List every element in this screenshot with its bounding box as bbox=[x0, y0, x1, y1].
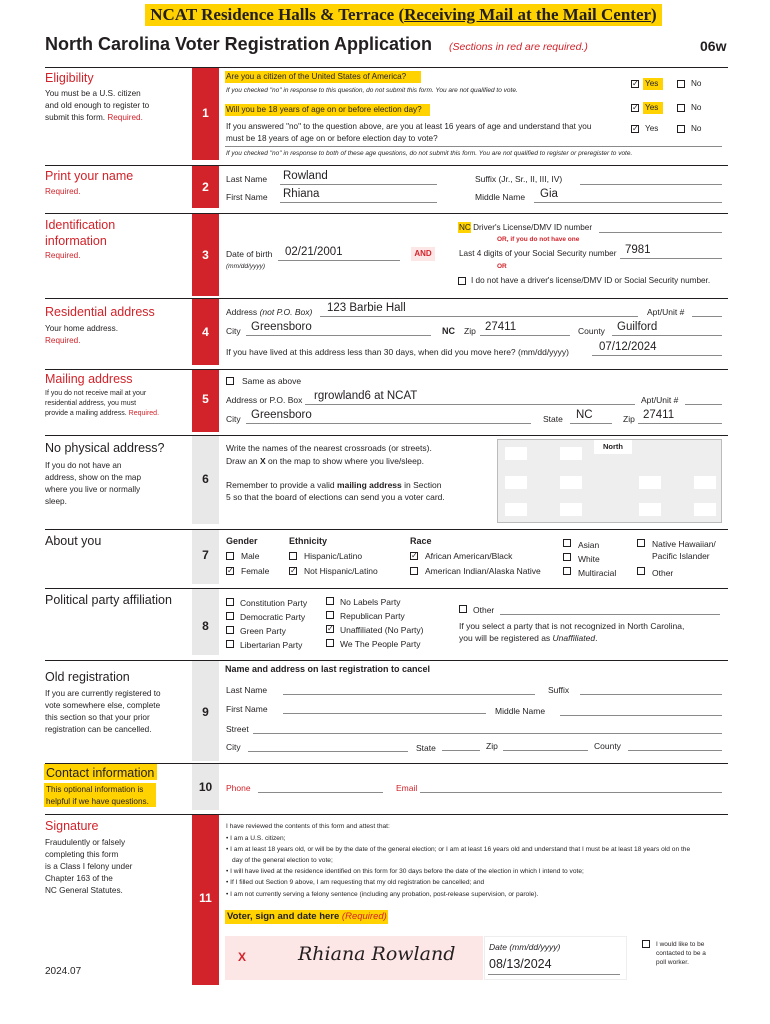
dl-prefix: NC bbox=[459, 223, 471, 232]
desc-line: Your home address. bbox=[45, 324, 118, 333]
white-label: White bbox=[578, 554, 600, 564]
field-line bbox=[638, 423, 722, 424]
map-block bbox=[505, 447, 527, 460]
section-heading: Political party affiliation bbox=[45, 593, 172, 607]
field-line bbox=[480, 335, 570, 336]
attest-text: I am a U.S. citizen; bbox=[230, 835, 286, 842]
desc-line: helpful if we have questions. bbox=[46, 797, 149, 806]
moved-value[interactable]: 07/12/2024 bbox=[599, 341, 657, 353]
female-label: Female bbox=[241, 566, 270, 576]
attest-text: I will have lived at the residence identified on this form for 30 days before the date of the election in which I intend to vote; bbox=[230, 868, 584, 875]
signature-x-mark: X bbox=[238, 950, 247, 964]
section-number-bar bbox=[192, 68, 219, 160]
nolabels-label: No Labels Party bbox=[340, 597, 401, 607]
poll-worker-checkbox[interactable] bbox=[642, 940, 650, 948]
attest-text: I am not currently serving a felony sentence (including any probation, post-release supervision, or parole). bbox=[230, 891, 539, 898]
gender-heading: Gender bbox=[226, 536, 258, 546]
section-number: 5 bbox=[202, 392, 209, 406]
address-label bbox=[226, 307, 312, 317]
apt-label: Apt/Unit # bbox=[647, 307, 685, 317]
x-mark-text: X bbox=[260, 456, 266, 466]
city-label: City bbox=[226, 326, 241, 336]
date-value[interactable]: 08/13/2024 bbox=[489, 957, 552, 971]
mailing-reminder bbox=[226, 480, 441, 490]
attest-item: • If I filled out Section 9 above, I am requesting that my old registration be cancelled; and bbox=[226, 879, 485, 886]
page-title: North Carolina Voter Registration Application bbox=[45, 34, 433, 54]
field-line bbox=[628, 750, 722, 751]
prereg-yes-checkbox[interactable]: ✓ bbox=[632, 124, 639, 133]
crossroads-instruction: Write the names of the nearest crossroads (or streets). bbox=[226, 443, 432, 453]
attest-text: I am at least 18 years old, or will be by the date of the general election; or I am at least 16 years old and understand that I must be at least 18 years old on the bbox=[230, 846, 691, 853]
desc-line: registration can be cancelled. bbox=[45, 725, 152, 734]
old-middle-label: Middle Name bbox=[495, 706, 546, 716]
address-label-text: Address bbox=[226, 307, 258, 317]
field-line bbox=[248, 751, 408, 752]
no-id-checkbox[interactable] bbox=[458, 277, 466, 285]
heading-line: Identification bbox=[45, 218, 116, 232]
old-zip-label: Zip bbox=[486, 741, 498, 751]
age-note: If you checked "no" in response to both of these age questions, do not submit this form. You are not qualified to register or preregister to vote. bbox=[226, 150, 633, 157]
required-label: Required. bbox=[45, 251, 81, 260]
section-heading bbox=[45, 217, 115, 249]
location-map[interactable] bbox=[497, 439, 722, 523]
party-note: If you select a party that is not recognized in North Carolina, bbox=[459, 621, 685, 631]
wethepeople-checkbox[interactable] bbox=[326, 639, 334, 647]
desc-line: completing this form bbox=[45, 850, 119, 859]
italic-text: Unaffiliated bbox=[552, 633, 596, 643]
middle-name-label: Middle Name bbox=[475, 192, 526, 202]
desc-line: vote somewhere else, complete bbox=[45, 701, 161, 710]
section-number-bar bbox=[192, 299, 219, 365]
republican-checkbox[interactable] bbox=[326, 611, 334, 619]
sign-label-text: Voter, sign and date here bbox=[227, 911, 340, 922]
prereg-no-label: No bbox=[691, 124, 702, 133]
divider bbox=[45, 369, 728, 370]
section-heading: Mailing address bbox=[45, 372, 133, 386]
section-number: 1 bbox=[202, 106, 209, 120]
field-line bbox=[503, 750, 588, 751]
attest-item: • I am a U.S. citizen; bbox=[226, 835, 286, 842]
field-line bbox=[253, 733, 722, 734]
age-no-checkbox[interactable] bbox=[677, 104, 685, 112]
map-block bbox=[560, 447, 582, 460]
male-checkbox[interactable] bbox=[226, 552, 234, 560]
county-value[interactable]: Guilford bbox=[617, 321, 658, 333]
text: Remember to provide a valid bbox=[226, 480, 338, 490]
divider bbox=[45, 165, 728, 166]
attest-item: • I am not currently serving a felony sentence (including any probation, post-release supervision, or parole). bbox=[226, 891, 539, 898]
text: on the map to show where you live/sleep. bbox=[265, 456, 424, 466]
poll-line: poll worker. bbox=[656, 959, 689, 966]
mail-state-label: State bbox=[543, 414, 563, 424]
field-line bbox=[612, 335, 722, 336]
field-line bbox=[246, 423, 531, 424]
section-description bbox=[45, 460, 141, 508]
ssn-label: Last 4 digits of your Social Security number bbox=[459, 249, 617, 258]
multiracial-checkbox[interactable] bbox=[563, 567, 571, 575]
ethnicity-heading: Ethnicity bbox=[289, 536, 328, 546]
divider bbox=[45, 67, 728, 68]
dl-label bbox=[459, 223, 592, 232]
hispanic-label: Hispanic/Latino bbox=[304, 551, 363, 561]
poll-line: contacted to be a bbox=[656, 950, 706, 957]
same-as-above-label: Same as above bbox=[242, 376, 302, 386]
old-first-label: First Name bbox=[226, 704, 268, 714]
mail-address-label: Address or P.O. Box bbox=[226, 395, 303, 405]
section-number: 9 bbox=[202, 705, 209, 719]
and-badge: AND bbox=[411, 247, 435, 261]
section-heading: Old registration bbox=[45, 670, 130, 684]
other-party-label: Other bbox=[473, 605, 495, 615]
party-note-2 bbox=[459, 633, 597, 643]
section-heading: Signature bbox=[45, 819, 99, 833]
multiracial-label: Multiracial bbox=[578, 568, 617, 578]
or-note: OR, if you do not have one bbox=[497, 236, 580, 243]
address-note: (not P.O. Box) bbox=[259, 307, 313, 317]
field-line bbox=[488, 974, 620, 975]
old-street-label: Street bbox=[226, 724, 249, 734]
section-description bbox=[45, 389, 159, 419]
required-label: Required. bbox=[128, 410, 160, 417]
text: . bbox=[595, 633, 598, 643]
poll-worker-label bbox=[656, 940, 706, 967]
field-line bbox=[580, 694, 722, 695]
phone-field[interactable] bbox=[258, 792, 383, 793]
divider bbox=[45, 588, 728, 589]
desc-line: If you are currently registered to bbox=[45, 689, 161, 698]
desc-line: residential address, you must bbox=[45, 400, 137, 407]
no-id-label: I do not have a driver's license/DMV ID or Social Security number. bbox=[471, 276, 711, 285]
map-block bbox=[560, 503, 582, 516]
green-checkbox[interactable] bbox=[226, 626, 234, 634]
zip-label: Zip bbox=[464, 326, 476, 336]
field-line bbox=[442, 750, 480, 751]
suffix-label: Suffix (Jr., Sr., II, III, IV) bbox=[475, 174, 563, 184]
phone-label: Phone bbox=[226, 783, 251, 793]
field-line bbox=[283, 713, 486, 714]
section-description bbox=[45, 88, 149, 124]
aian-label: American Indian/Alaska Native bbox=[425, 566, 541, 576]
citizen-yes-checkbox[interactable]: ✓ bbox=[632, 79, 639, 88]
asian-label: Asian bbox=[578, 540, 600, 550]
citizen-no-checkbox[interactable] bbox=[677, 80, 685, 88]
field-line bbox=[620, 258, 722, 259]
mail-apt-label: Apt/Unit # bbox=[641, 395, 679, 405]
not-hispanic-label: Not Hispanic/Latino bbox=[304, 566, 378, 576]
email-field[interactable] bbox=[420, 792, 722, 793]
text: in Section bbox=[401, 480, 442, 490]
nhpi-checkbox[interactable] bbox=[637, 539, 645, 547]
map-block bbox=[505, 503, 527, 516]
asian-checkbox[interactable] bbox=[563, 539, 571, 547]
section-number-bar bbox=[192, 530, 219, 584]
mail-zip-value[interactable]: 27411 bbox=[643, 409, 675, 421]
desc-line: Chapter 163 of the bbox=[45, 874, 113, 883]
democratic-checkbox[interactable] bbox=[226, 612, 234, 620]
section-number: 3 bbox=[202, 248, 209, 262]
other-race-label: Other bbox=[652, 568, 674, 578]
form-code: 06w bbox=[700, 38, 727, 54]
dob-format: (mm/dd/yyyy) bbox=[226, 263, 265, 270]
field-line bbox=[692, 316, 722, 317]
divider bbox=[45, 435, 728, 436]
mailing-reminder-2: 5 so that the board of elections can send you a voter card. bbox=[226, 492, 445, 502]
black-label: African American/Black bbox=[425, 551, 513, 561]
banner-prefix: NCAT Residence Halls & Terrace ( bbox=[150, 5, 405, 24]
section-heading: Print your name bbox=[45, 169, 134, 183]
middle-name-value[interactable]: Gia bbox=[540, 188, 558, 200]
section-description bbox=[46, 784, 149, 808]
section-number: 4 bbox=[202, 325, 209, 339]
citizen-yes-label: Yes bbox=[645, 79, 659, 88]
female-checkbox[interactable]: ✓ bbox=[227, 566, 234, 575]
unaffiliated-label: Unaffiliated (No Party) bbox=[340, 625, 424, 635]
field-line bbox=[685, 404, 722, 405]
map-block bbox=[560, 476, 582, 489]
desc-line: address, show on the map bbox=[45, 473, 142, 482]
section-number-bar bbox=[192, 815, 219, 985]
section-number-bar bbox=[192, 589, 219, 655]
attest-intro: I have reviewed the contents of this form and attest that: bbox=[226, 823, 390, 830]
mail-city-value[interactable]: Greensboro bbox=[251, 409, 312, 421]
same-as-above-checkbox[interactable] bbox=[226, 377, 234, 385]
citizen-note: If you checked "no" in response to this question, do not submit this form. You are not qualified to vote. bbox=[226, 87, 518, 94]
county-label: County bbox=[578, 326, 605, 336]
field-line bbox=[592, 355, 722, 356]
banner-suffix: ) bbox=[651, 5, 657, 24]
address-value[interactable]: 123 Barbie Hall bbox=[327, 302, 406, 314]
section-number-bar bbox=[192, 661, 219, 761]
not-hispanic-checkbox[interactable]: ✓ bbox=[290, 566, 297, 575]
mail-state-value[interactable]: NC bbox=[576, 409, 593, 421]
field-line bbox=[305, 404, 635, 405]
desc-line: this section so that your prior bbox=[45, 713, 150, 722]
section-description bbox=[45, 323, 118, 347]
poll-line: I would like to be bbox=[656, 941, 705, 948]
first-name-label: First Name bbox=[226, 192, 268, 202]
section-description bbox=[45, 837, 132, 897]
desc-line: You must be a U.S. citizen bbox=[45, 89, 141, 98]
field-line bbox=[580, 184, 722, 185]
section-number: 6 bbox=[202, 472, 209, 486]
dob-value[interactable]: 02/21/2001 bbox=[285, 246, 343, 258]
bold-text: mailing address bbox=[337, 480, 402, 490]
attest-item: • I am at least 18 years old, or will be by the date of the general election; or I am at least 16 years old and understand that I must be at least 18 years old on the bbox=[226, 846, 691, 853]
age-yes-checkbox[interactable]: ✓ bbox=[632, 103, 639, 112]
last-name-label: Last Name bbox=[226, 174, 268, 184]
field-line bbox=[246, 335, 431, 336]
old-last-label: Last Name bbox=[226, 685, 268, 695]
white-checkbox[interactable] bbox=[563, 553, 571, 561]
section-description bbox=[45, 688, 161, 736]
desc-line: provide a mailing address. bbox=[45, 410, 127, 417]
desc-line: sleep. bbox=[45, 497, 67, 506]
section-number-bar bbox=[192, 166, 219, 208]
preregister-question-2: must be 18 years of age on or before election day to vote? bbox=[226, 134, 438, 143]
map-block bbox=[505, 476, 527, 489]
banner bbox=[145, 4, 662, 26]
dob-label: Date of birth bbox=[226, 249, 273, 259]
citizen-question: Are you a citizen of the United States of America? bbox=[226, 72, 407, 81]
male-label: Male bbox=[241, 551, 260, 561]
section-number: 8 bbox=[202, 619, 209, 633]
field-line bbox=[283, 694, 535, 695]
field-line bbox=[599, 232, 722, 233]
old-state-label: State bbox=[416, 743, 436, 753]
banner-underlined: Receiving Mail at the Mail Center bbox=[404, 5, 652, 24]
first-name-value[interactable]: Rhiana bbox=[283, 188, 320, 200]
map-block bbox=[694, 503, 716, 516]
or-label: OR bbox=[497, 263, 507, 270]
divider bbox=[45, 529, 728, 530]
section-number-bar bbox=[192, 436, 219, 524]
nolabels-checkbox[interactable] bbox=[326, 597, 334, 605]
nhpi-label-2: Pacific Islander bbox=[652, 551, 710, 561]
section-number: 11 bbox=[199, 891, 212, 905]
field-line bbox=[278, 260, 400, 261]
field-line bbox=[534, 202, 722, 203]
democratic-label: Democratic Party bbox=[240, 612, 306, 622]
prereg-no-checkbox[interactable] bbox=[677, 125, 685, 133]
age-no-label: No bbox=[691, 103, 702, 112]
constitution-label: Constitution Party bbox=[240, 598, 308, 608]
section-heading: Residential address bbox=[45, 305, 155, 319]
wethepeople-label: We The People Party bbox=[340, 639, 421, 649]
map-block bbox=[639, 476, 661, 489]
attest-item: • I will have lived at the residence identified on this form for 30 days before the date of the election in which I intend to vote; bbox=[226, 868, 584, 875]
draw-instruction bbox=[226, 456, 424, 466]
field-line bbox=[280, 202, 437, 203]
dl-label-text: Driver's License/DMV ID number bbox=[473, 223, 593, 232]
republican-label: Republican Party bbox=[340, 611, 405, 621]
old-suffix-label: Suffix bbox=[548, 685, 570, 695]
aian-checkbox[interactable] bbox=[410, 567, 418, 575]
mail-address-value[interactable]: rgrowland6 at NCAT bbox=[314, 390, 418, 402]
map-block bbox=[694, 476, 716, 489]
section-number-bar bbox=[192, 764, 219, 810]
section-heading: About you bbox=[45, 534, 102, 548]
desc-line: is a Class I felony under bbox=[45, 862, 133, 871]
attest-item-cont: day of the general election to vote; bbox=[232, 857, 333, 864]
ssn-value[interactable]: 7981 bbox=[625, 244, 651, 256]
form-version: 2024.07 bbox=[45, 966, 82, 977]
required-note: (Sections in red are required.) bbox=[449, 41, 588, 53]
field-line bbox=[280, 184, 437, 185]
desc-line: NC General Statutes. bbox=[45, 886, 123, 895]
unaffiliated-checkbox[interactable]: ✓ bbox=[327, 624, 334, 633]
hispanic-checkbox[interactable] bbox=[289, 552, 297, 560]
divider bbox=[45, 213, 728, 214]
citizen-no-label: No bbox=[691, 79, 702, 88]
divider bbox=[45, 660, 728, 661]
prereg-yes-label: Yes bbox=[645, 124, 659, 133]
desc-line: and old enough to register to bbox=[45, 101, 150, 110]
required-label: Required. bbox=[45, 187, 81, 196]
moved-label: If you have lived at this address less than 30 days, when did you move here? (mm/dd/yyyy) bbox=[226, 347, 570, 357]
heading-line: information bbox=[45, 234, 107, 248]
old-registration-subhead: Name and address on last registration to cancel bbox=[225, 664, 431, 674]
field-line bbox=[500, 614, 720, 615]
mail-city-label: City bbox=[226, 414, 241, 424]
section-number: 7 bbox=[202, 548, 209, 562]
attest-text: If I filled out Section 9 above, I am requesting that my old registration be cancelled; and bbox=[230, 879, 485, 886]
divider bbox=[45, 814, 728, 815]
libertarian-checkbox[interactable] bbox=[226, 640, 234, 648]
old-county-label: County bbox=[594, 741, 621, 751]
email-label: Email bbox=[396, 783, 418, 793]
last-name-value[interactable]: Rowland bbox=[283, 170, 328, 182]
desc-line: If you do not receive mail at your bbox=[45, 390, 147, 397]
section-number-bar bbox=[192, 214, 219, 296]
required-label: Required. bbox=[107, 113, 143, 122]
mail-zip-label: Zip bbox=[623, 414, 635, 424]
old-city-label: City bbox=[226, 742, 241, 752]
north-label: North bbox=[594, 440, 632, 454]
text: you will be registered as bbox=[459, 633, 553, 643]
desc-line: This optional information is bbox=[46, 785, 144, 794]
section-number: 10 bbox=[198, 780, 213, 794]
age-question: Will you be 18 years of age on or before election day? bbox=[226, 105, 422, 114]
desc-line: where you live or normally bbox=[45, 485, 141, 494]
required-label: Required. bbox=[45, 336, 81, 345]
zip-value[interactable]: 27411 bbox=[485, 321, 517, 333]
field-line bbox=[570, 423, 612, 424]
section-heading: No physical address? bbox=[45, 441, 165, 455]
section-heading: Contact information bbox=[46, 766, 155, 780]
map-block bbox=[639, 503, 661, 516]
date-label: Date (mm/dd/yyyy) bbox=[489, 942, 561, 952]
sign-label bbox=[227, 911, 387, 922]
preregister-question: If you answered "no" to the question above, are you at least 16 years of age and understand that you bbox=[226, 122, 592, 131]
section-number-bar bbox=[192, 370, 219, 432]
constitution-checkbox[interactable] bbox=[226, 598, 234, 606]
libertarian-label: Libertarian Party bbox=[240, 640, 303, 650]
field-line bbox=[320, 316, 638, 317]
signature-text: Rhiana Rowland bbox=[298, 943, 456, 965]
other-party-checkbox[interactable] bbox=[459, 605, 467, 613]
age-yes-label: Yes bbox=[645, 103, 659, 112]
race-heading: Race bbox=[410, 536, 432, 546]
green-label: Green Party bbox=[240, 626, 286, 636]
other-race-checkbox[interactable] bbox=[637, 567, 645, 575]
black-checkbox[interactable]: ✓ bbox=[411, 551, 418, 560]
desc-line: If you do not have an bbox=[45, 461, 122, 470]
city-value[interactable]: Greensboro bbox=[251, 321, 312, 333]
divider bbox=[45, 298, 728, 299]
section-heading: Eligibility bbox=[45, 71, 94, 85]
divider bbox=[225, 146, 722, 147]
desc-line: submit this form. bbox=[45, 113, 106, 122]
state-value: NC bbox=[442, 326, 455, 336]
nhpi-label: Native Hawaiian/ bbox=[652, 539, 716, 549]
desc-line: Fraudulently or falsely bbox=[45, 838, 126, 847]
section-number: 2 bbox=[202, 180, 209, 194]
field-line bbox=[560, 715, 722, 716]
required-label: (Required) bbox=[341, 911, 387, 922]
text: Draw an bbox=[226, 456, 261, 466]
